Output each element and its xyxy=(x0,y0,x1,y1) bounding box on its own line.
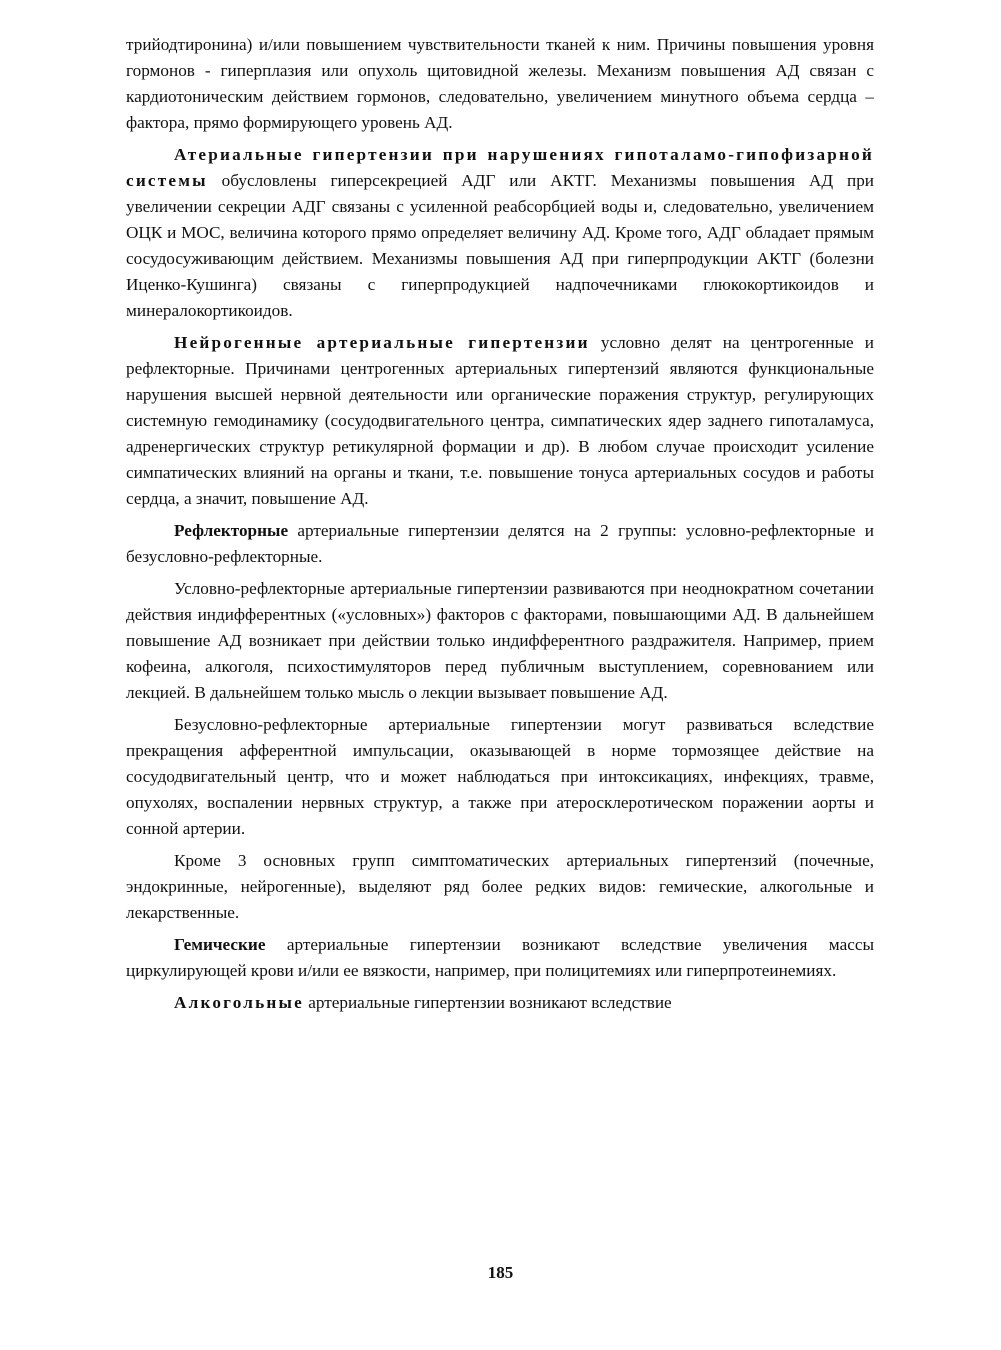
paragraph-text: артериальные гипертензии делятся на 2 группы: условно-рефлекторные и безусловно-рефлекторные. xyxy=(126,521,874,566)
paragraph-lead: Нейрогенные артериальные гипертензии xyxy=(174,333,590,352)
paragraph-lead: Атериальные гипертензии при нарушениях гипоталамо-гипофизарной системы xyxy=(126,145,874,190)
paragraph-5 xyxy=(126,576,874,706)
paragraph-text: трийодтиронина) и/или повышением чувствительности тканей к ним. Причины повышения уровня гормонов - гиперплазия или опухоль щитовидной железы. Механизм повышения АД связан с кардиотоническим действием гормонов, следовательно, увеличением минутного объема сердца – фактора, прямо формирующего уровень АД. xyxy=(126,35,874,132)
paragraph-text: Безусловно-рефлекторные артериальные гипертензии могут развиваться вследствие прекращения афферентной импульсации, оказывающей в норме тормозящее действие на сосудодвигательный центр, что и может наблюдаться при интоксикациях, инфекциях, травме, опухолях, воспалении нервных структур, а также при атеросклеротическом поражении аорты и сонной артерии. xyxy=(126,715,874,838)
paragraph-text: условно делят на центрогенные и рефлекторные. Причинами центрогенных артериальных гипертензий являются функциональные нарушения высшей нервной деятельности или органические поражения структур, регулирующих системную гемодинамику (сосудодвигательного центра, симпатических ядер заднего гипоталамуса, адренергических структур ретикулярной формации и др). В любом случае происходит усиление симпатических влияний на органы и ткани, т.е. повышение тонуса артериальных сосудов и работы сердца, а значит, повышение АД. xyxy=(126,333,874,508)
paragraph-text: Условно-рефлекторные артериальные гипертензии развиваются при неоднократном сочетании действия индифферентных («условных») факторов с факторами, повышающими АД. В дальнейшем повышение АД возникает при действии только индифферентного раздражителя. Например, прием кофеина, алкоголя, психостимуляторов перед публичным выступлением, соревнованием или лекцией. В дальнейшем только мысль о лекции вызывает повышение АД. xyxy=(126,579,874,702)
page-number: 185 xyxy=(487,1263,514,1282)
paragraph-4 xyxy=(126,518,874,570)
paragraph-6 xyxy=(126,712,874,842)
paragraph-text: Кроме 3 основных групп симптоматических артериальных гипертензий (почечные, эндокринные, нейрогенные), выделяют ряд более редких видов: гемические, алкогольные и лекарственные. xyxy=(126,851,874,922)
paragraph-9 xyxy=(126,990,874,1016)
paragraph-text: обусловлены гиперсекрецией АДГ или АКТГ. Механизмы повышения АД при увеличении секреции АДГ связаны с усиленной реабсорбцией воды и, следовательно, увеличением ОЦК и МОС, величина которого прямо определяет величину АД. Кроме того, АДГ обладает прямым сосудосуживающим действием. Механизмы повышения АД при гиперпродукции АКТГ (болезни Иценко-Кушинга) связаны с гиперпродукцией надпочечниками глюкокортикоидов и минералокортикоидов. xyxy=(126,171,874,320)
paragraph-lead: Гемические xyxy=(174,935,266,954)
paragraph-8 xyxy=(126,932,874,984)
paragraph-lead: Алкогольные xyxy=(174,993,304,1012)
paragraph-1 xyxy=(126,32,874,136)
paragraph-7 xyxy=(126,848,874,926)
body-text xyxy=(126,32,874,1022)
paragraph-2 xyxy=(126,142,874,324)
paragraph-text: артериальные гипертензии возникают вследствие увеличения массы циркулирующей крови и/или ее вязкости, например, при полицитемиях или гиперпротеинемиях. xyxy=(126,935,874,980)
paragraph-lead: Рефлекторные xyxy=(174,521,289,540)
paragraph-3 xyxy=(126,330,874,512)
paragraph-text: артериальные гипертензии возникают вследствие xyxy=(303,993,672,1012)
